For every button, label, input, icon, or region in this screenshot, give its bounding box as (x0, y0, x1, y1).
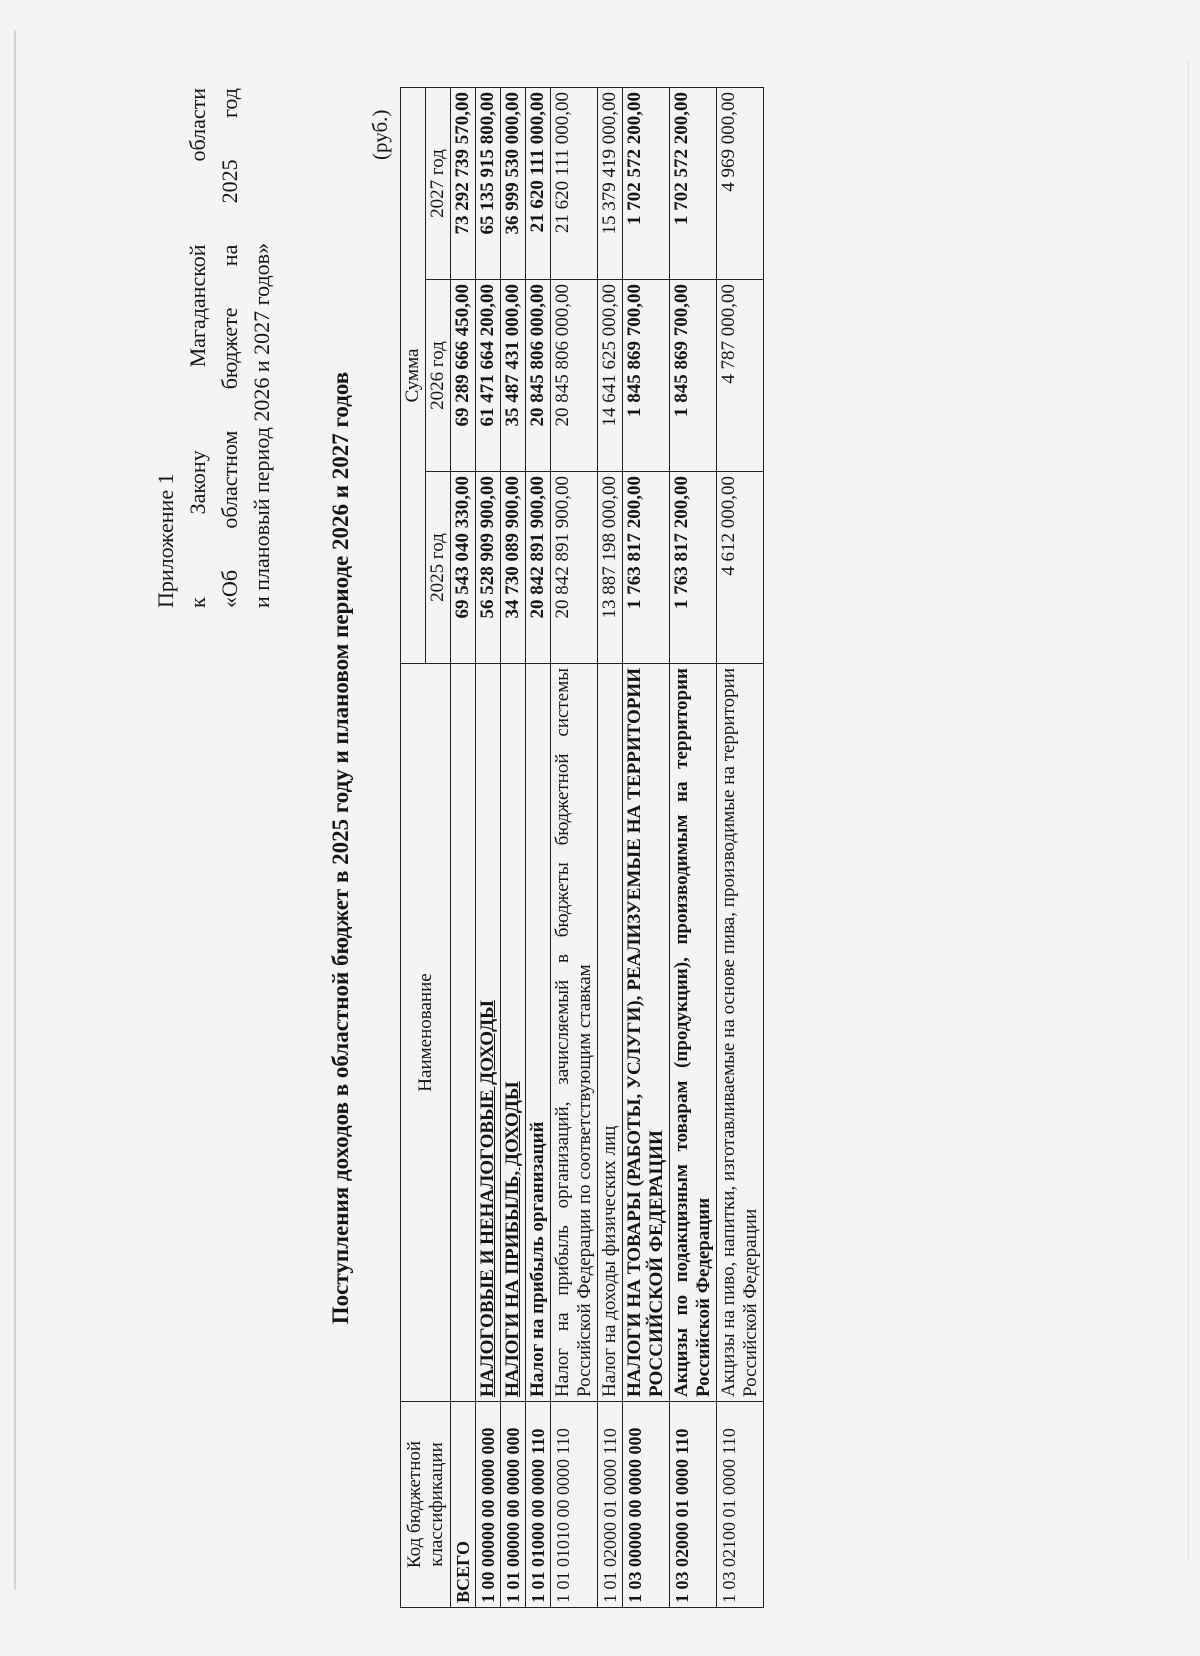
row-name: НАЛОГОВЫЕ И НЕНАЛОГОВЫЕ ДОХОДЫ (476, 664, 501, 1402)
currency-unit: (руб.) (368, 109, 392, 160)
row-code: 1 03 00000 00 0000 000 (623, 1402, 670, 1608)
row-value-2025: 20 842 891 900,00 (526, 472, 551, 664)
appendix-label: Приложение 1 (153, 473, 178, 608)
header-year-2025: 2025 год (426, 472, 451, 664)
table-row (501, 88, 526, 1608)
row-code: 1 03 02100 01 0000 110 (717, 1402, 764, 1608)
row-name: Налог на прибыль организаций (526, 664, 551, 1402)
row-code: 1 01 01010 00 0000 110 (551, 1402, 598, 1608)
row-value-2027: 1 702 572 200,00 (670, 88, 717, 280)
row-value-2026: 14 641 625 000,00 (598, 280, 623, 472)
header-sum: Сумма (401, 88, 426, 664)
table-row (670, 88, 717, 1608)
row-value-2027: 36 999 530 000,00 (501, 88, 526, 280)
appendix-period-line: и плановый период 2026 и 2027 годов» (249, 242, 274, 608)
row-name: НАЛОГИ НА ТОВАРЫ (РАБОТЫ, УСЛУГИ), РЕАЛИЗУЕМЫЕ НА ТЕРРИТОРИИ РОССИЙСКОЙ ФЕДЕРАЦИИ (623, 664, 670, 1402)
row-code: 1 01 00000 00 0000 000 (501, 1402, 526, 1608)
row-code: 1 01 01000 00 0000 110 (526, 1402, 551, 1608)
row-name: Акцизы на пиво, напитки, изготавливаемые на основе пива, производимые на территории Российской Федерации (717, 664, 764, 1402)
row-code: 1 03 02000 01 0000 110 (670, 1402, 717, 1608)
row-value-2026: 61 471 664 200,00 (476, 280, 501, 472)
header-code: Код бюджетной классификации (401, 1402, 451, 1608)
row-value-2025: 34 730 089 900,00 (501, 472, 526, 664)
row-code: 1 01 02000 01 0000 110 (598, 1402, 623, 1608)
row-code: 1 00 00000 00 0000 000 (476, 1402, 501, 1608)
appendix-law-line: к Закону Магаданской области (185, 88, 210, 608)
row-code: ВСЕГО (451, 1402, 476, 1608)
table-header-row (401, 88, 426, 1608)
header-year-2026: 2026 год (426, 280, 451, 472)
row-value-2025: 4 612 000,00 (717, 472, 764, 664)
row-value-2025: 20 842 891 900,00 (551, 472, 598, 664)
row-value-2026: 20 845 806 000,00 (526, 280, 551, 472)
row-value-2027: 1 702 572 200,00 (623, 88, 670, 280)
table-row (598, 88, 623, 1608)
row-value-2026: 4 787 000,00 (717, 280, 764, 472)
row-value-2025: 56 528 909 900,00 (476, 472, 501, 664)
header-name: Наименование (401, 664, 451, 1402)
document-title: Поступления доходов в областной бюджет в 2025 году и плановом периоде 2026 и 2027 годов (328, 371, 353, 1325)
table-row (623, 88, 670, 1608)
row-value-2027: 73 292 739 570,00 (451, 88, 476, 280)
table-row (451, 88, 476, 1608)
row-value-2026: 20 845 806 000,00 (551, 280, 598, 472)
row-value-2026: 1 845 869 700,00 (623, 280, 670, 472)
table-row (551, 88, 598, 1608)
row-value-2025: 1 763 817 200,00 (670, 472, 717, 664)
row-value-2027: 15 379 419 000,00 (598, 88, 623, 280)
row-value-2027: 21 620 111 000,00 (526, 88, 551, 280)
row-name: НАЛОГИ НА ПРИБЫЛЬ, ДОХОДЫ (501, 664, 526, 1402)
row-value-2026: 69 289 666 450,00 (451, 280, 476, 472)
row-value-2025: 69 543 040 330,00 (451, 472, 476, 664)
row-name: Налог на доходы физических лиц (598, 664, 623, 1402)
row-value-2025: 1 763 817 200,00 (623, 472, 670, 664)
row-value-2025: 13 887 198 000,00 (598, 472, 623, 664)
header-year-2027: 2027 год (426, 88, 451, 280)
row-value-2027: 65 135 915 800,00 (476, 88, 501, 280)
table-row (526, 88, 551, 1608)
appendix-law-title-line: «Об областном бюджете на 2025 год (217, 88, 242, 608)
row-value-2027: 21 620 111 000,00 (551, 88, 598, 280)
appendix-block (150, 88, 278, 608)
row-name (451, 664, 476, 1402)
row-value-2026: 1 845 869 700,00 (670, 280, 717, 472)
row-name: Акцизы по подакцизным товарам (продукции), производимым на территории Российской Федерации (670, 664, 717, 1402)
revenue-table (400, 87, 764, 1608)
rotated-sheet (150, 88, 1050, 1608)
row-name: Налог на прибыль организаций, зачисляемый в бюджеты бюджетной системы Российской Федерации по соответствующим ставкам (551, 664, 598, 1402)
row-value-2026: 35 487 431 000,00 (501, 280, 526, 472)
table-row (717, 88, 764, 1608)
table-row (476, 88, 501, 1608)
row-value-2027: 4 969 000,00 (717, 88, 764, 280)
